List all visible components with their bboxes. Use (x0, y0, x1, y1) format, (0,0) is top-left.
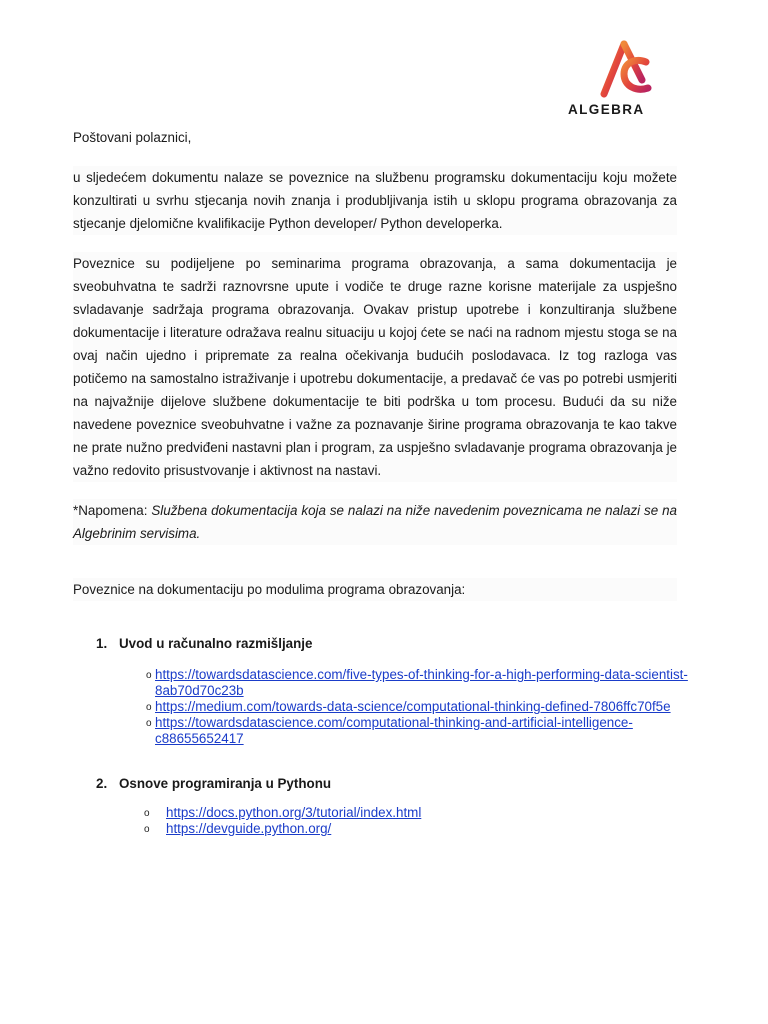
module-item (96, 773, 696, 837)
bullet-icon: o (144, 808, 150, 819)
doc-link[interactable]: https://docs.python.org/3/tutorial/index.html (166, 805, 422, 820)
module-title (96, 633, 696, 655)
algebra-logo (566, 40, 678, 120)
link-list (96, 805, 696, 837)
doc-link[interactable]: https://medium.com/towards-data-science/computational-thinking-defined-7806ffc70f5e (155, 699, 671, 714)
brand-name: ALGEBRA (568, 102, 645, 117)
module-number: 1. (96, 636, 108, 651)
links-intro: Poveznice na dokumentaciju po modulima programa obrazovanja: (73, 578, 677, 601)
link-item (96, 715, 696, 747)
greeting: Poštovani polaznici, (73, 130, 192, 145)
algebra-logo-mark-icon (584, 40, 664, 98)
bullet-icon: o (146, 718, 152, 729)
link-list (96, 667, 696, 747)
module-title-text: Osnove programiranja u Pythonu (119, 776, 332, 791)
link-item (96, 805, 696, 821)
body-paragraph: Poveznice su podijeljene po seminarima programa obrazovanja, a sama dokumentacija je sveobuhvatna te sadrži raznovrsne upute i vodiče te druge razne korisne materijale za uspješno svladavanje sadržaja programa obrazovanja. Ovakav pristup upotrebe i konzultiranja službene dokumentacije i literature odražava realnu situaciju u kojoj ćete se naći na radnom mjestu stoga se na ovaj način ujedno i pripremate za realna očekivanja budućih poslodavaca. Iz tog razloga vas potičemo na samostalno istraživanje i upotrebu dokumentacije, a predavač će vas po potrebi usmjeriti na najvažnije dijelove službene dokumentacije te biti podrška u tom procesu. Budući da su niže navedene poveznice sveobuhvatne i važne za poznavanje širine programa obrazovanja te kao takve ne prate nužno predviđeni nastavni plan i program, za uspješno svladavanje programa obrazovanja je važno redovito prisustvovanje i aktivnost na nastavi. (73, 252, 677, 482)
module-list (96, 633, 696, 837)
note-label: *Napomena: (73, 503, 152, 518)
bullet-icon: o (146, 702, 152, 713)
note-paragraph (73, 499, 677, 545)
link-item (96, 699, 696, 715)
module-title-text: Uvod u računalno razmišljanje (119, 636, 313, 651)
doc-link[interactable]: https://devguide.python.org/ (166, 821, 332, 836)
intro-paragraph: u sljedećem dokumentu nalaze se poveznice na službenu programsku dokumentaciju koju možete konzultirati u svrhu stjecanja novih znanja i produbljivanja istih u sklopu programa obrazovanja za stjecanje djelomične kvalifikacije Python developer/ Python developerka. (73, 166, 677, 235)
doc-link[interactable]: https://towardsdatascience.com/five-types-of-thinking-for-a-high-performing-data-scientist-8ab70d70c23b (155, 667, 688, 698)
module-item (96, 633, 696, 747)
doc-link[interactable]: https://towardsdatascience.com/computational-thinking-and-artificial-intelligence-c88655652417 (155, 715, 633, 746)
bullet-icon: o (144, 824, 150, 835)
note-text: Službena dokumentacija koja se nalazi na niže navedenim poveznicama ne nalazi se na Algebrinim servisima. (73, 503, 677, 541)
module-number: 2. (96, 776, 108, 791)
module-title (96, 773, 696, 795)
link-item (96, 821, 696, 837)
bullet-icon: o (146, 670, 152, 681)
link-item (96, 667, 696, 699)
